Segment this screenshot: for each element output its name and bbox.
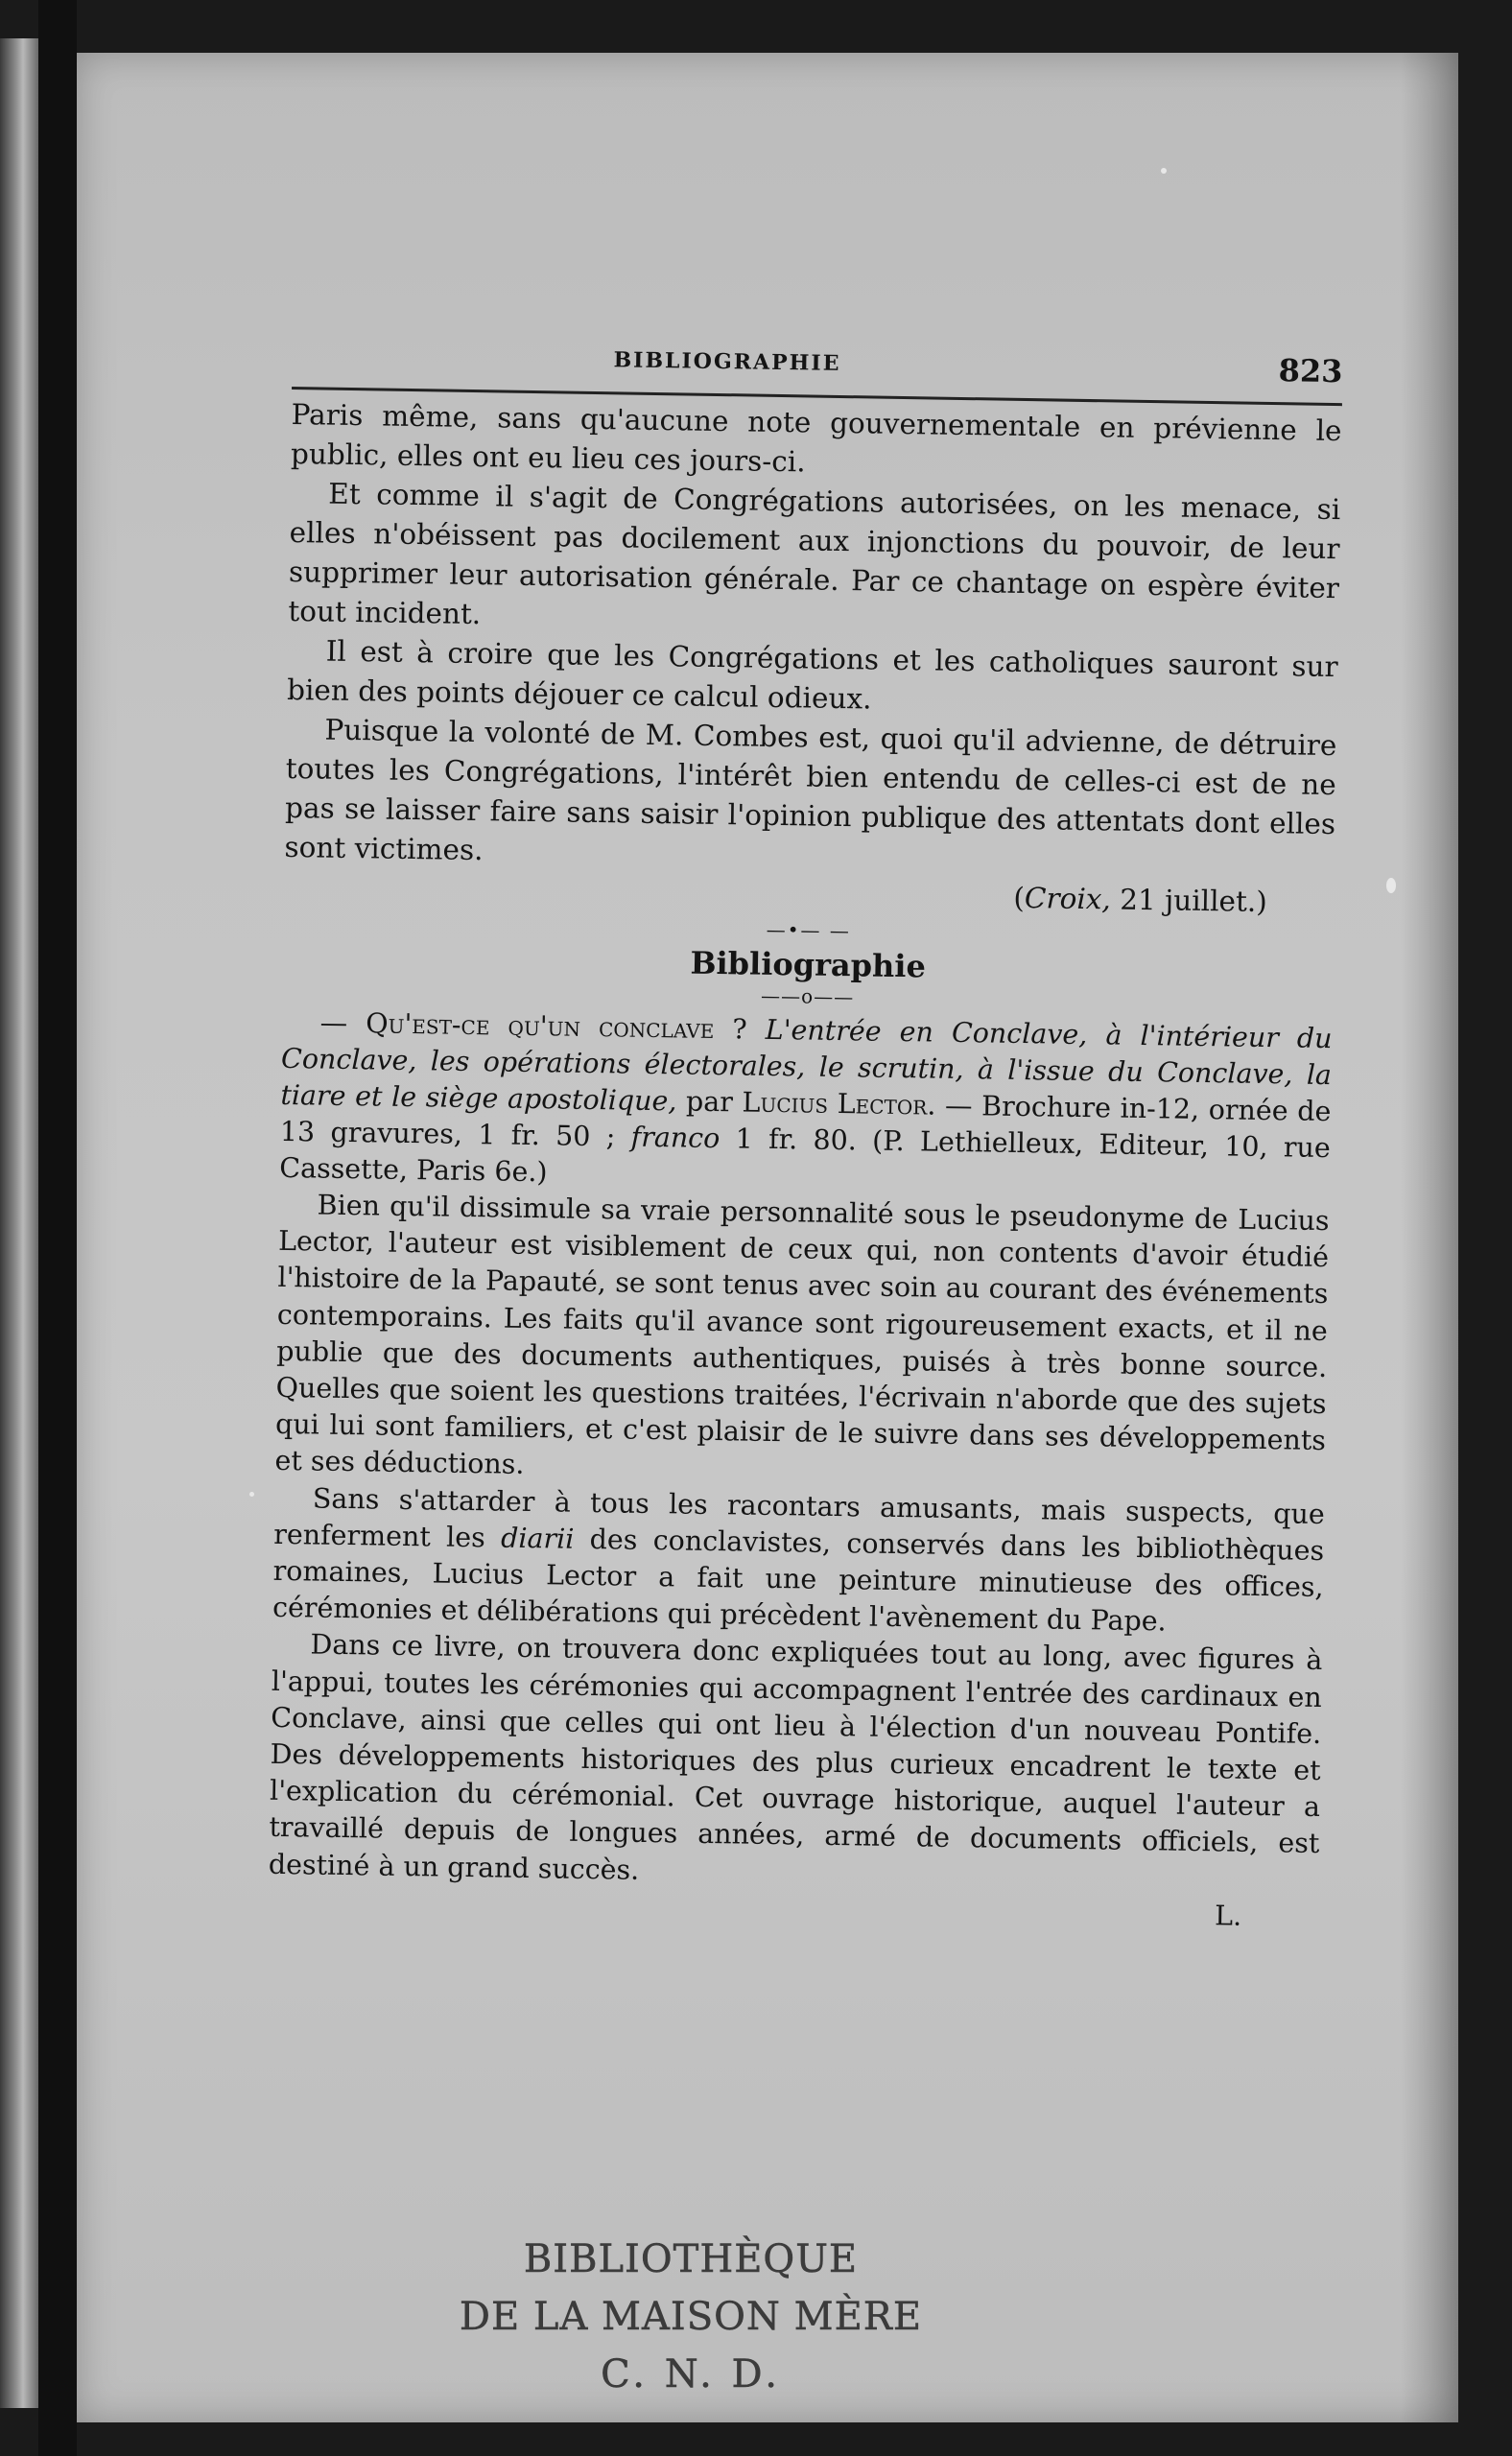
book-subtitle: L'entrée en Conclave, à l'intérieur du Conclave, les opérations électorales, le scrutin, à l'issue du Conclave, la tiare et le siège apostolique, — [280, 1013, 1333, 1118]
book-details-1: — Brochure in-12, ornée de 13 gravures, 1 fr. 50 ; — [279, 1089, 1332, 1153]
review-p2-b: des conclavistes, conservés dans les bibliothèques romaines, Lucius Lector a fait une peinture minutieuse des offices, cérémonies et délibérations qui précèdent l'avènement du Pape. — [272, 1523, 1325, 1638]
section-divider: —•— — — [766, 917, 852, 943]
page-shadow-edge — [1401, 53, 1458, 2422]
review-paragraph-1: Bien qu'il dissimule sa vraie personnalité sous le pseudonyme de Lucius Lector, l'auteur est visiblement de ceux qui, non contents d'avoir étudié l'histoire de la Papauté, se sont tenus avec soin au courant des événements contemporains. Les faits qu'il avance sont rigoureusement exacts, et il ne publie que des documents authentiques, puisés à très bonne source. Quelles que soient les questions traitées, l'écrivain n'aborde que des sujets qui lui sont familiers, et c'est plaisir de le suivre dans ses développements et ses déductions. — [274, 1189, 1330, 1481]
stamp-line-2: DE LA MAISON MÈRE — [459, 2295, 923, 2339]
entry-dash: — — [319, 1006, 366, 1040]
book-title: Qu'est-ce qu'un conclave ? — [366, 1007, 747, 1046]
book-gutter — [38, 0, 77, 2456]
section-ornament: ——o—— — [760, 983, 855, 1009]
review-paragraph-3: Dans ce livre, on trouvera donc expliquées tout au long, avec figures à l'appui, toutes les cérémonies qui accompagnent l'entrée des cardinaux en Conclave, ainsi que celles qui ont lieu à l'élection d'un nouveau Pontife. Des développements historiques des plus curieux encadrent le texte et l'explication du cérémonial. Cet ouvrage historique, auquel l'auteur a travaillé depuis de longues années, armé de documents officiels, est destiné à un grand succès. — [268, 1628, 1323, 1886]
library-stamp — [403, 2231, 979, 2403]
book-by: par — [676, 1085, 743, 1119]
paper-speck — [249, 1492, 254, 1497]
running-title: BIBLIOGRAPHIE — [613, 347, 841, 376]
source-open: ( — [1013, 881, 1026, 915]
article-paragraph-4: Puisque la volonté de M. Combes est, quoi qu'il advienne, de détruire toutes les Congrégations, l'intérêt bien entendu de celles-ci est de ne pas se laisser faire sans saisir l'opinion publique des attentats dont elles sont victimes. — [284, 713, 1337, 867]
page-number: 823 — [1278, 352, 1343, 390]
article-paragraph-1: Paris même, sans qu'aucune note gouvernementale en prévienne le public, elles ont eu lieu ces jours-ci. — [290, 397, 1342, 479]
section-title: Bibliographie — [690, 944, 927, 985]
stamp-line-3: C. N. D. — [601, 2352, 781, 2397]
running-header — [292, 331, 1343, 406]
article-paragraph-3: Il est à croire que les Congrégations et les catholiques sauront sur bien des points déjouer ce calcul odieux. — [286, 634, 1338, 716]
paper-speck — [1161, 168, 1167, 174]
book-page — [77, 53, 1458, 2422]
article-paragraph-2: Et comme il s'agit de Congrégations autorisées, on les menace, si elles n'obéissent pas docilement aux injonctions du pouvoir, de leur supprimer leur autorisation générale. Par ce chantage on espère éviter tout incident. — [288, 477, 1341, 631]
adjacent-page-edge — [0, 38, 38, 2408]
review-p2-italic: diarii — [500, 1522, 575, 1555]
source-date: 21 juillet.) — [1110, 883, 1268, 919]
paper-speck — [1386, 878, 1396, 893]
page-content — [268, 331, 1343, 1936]
book-entry — [279, 1004, 1333, 1203]
review-paragraph-2 — [272, 1479, 1325, 1642]
book-franco: franco — [630, 1121, 721, 1155]
book-author: Lucius Lector. — [742, 1086, 936, 1122]
stamp-line-1: BIBLIOTHÈQUE — [523, 2237, 859, 2281]
review-p2-a: Sans s'attarder à tous les racontars amusants, mais suspects, que renferment les — [273, 1482, 1326, 1554]
source-publication: Croix, — [1024, 882, 1112, 916]
book-details-2: 1 fr. 80. (P. Lethielleux, Editeur, 10, rue Cassette, Paris 6e.) — [279, 1122, 1332, 1189]
review-signature: L. — [1214, 1900, 1242, 1932]
